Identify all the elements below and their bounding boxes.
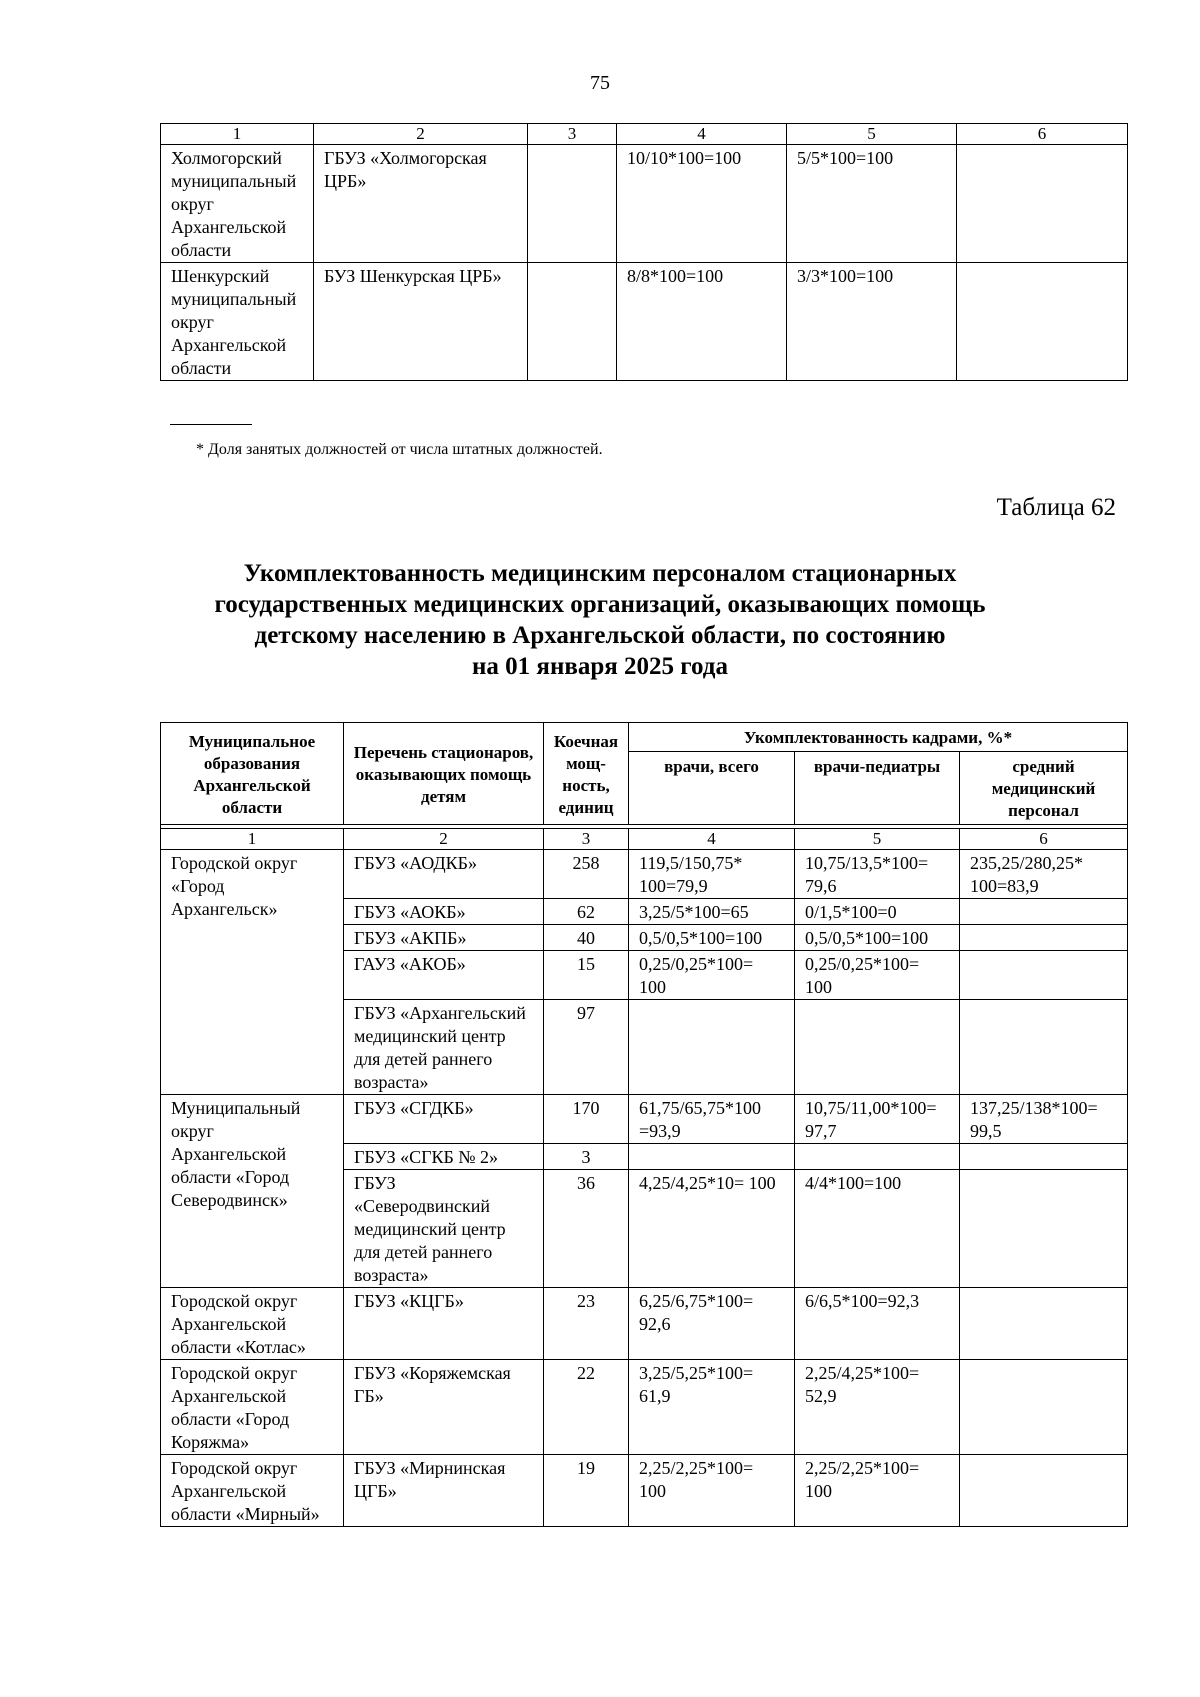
table-row	[161, 263, 1128, 381]
doctors-cell: 0,25/0,25*100= 100	[629, 951, 795, 1000]
region-cell: Городской округ Архангельской области «Город Коряжма»	[161, 1360, 344, 1455]
region-cell: Городской округ Архангельской области «Мирный»	[161, 1455, 344, 1527]
nurses-cell: 235,25/280,25* 100=83,9	[960, 850, 1128, 899]
nurses-cell	[960, 1288, 1128, 1360]
table-row	[161, 1288, 1128, 1360]
column-number: 4	[629, 829, 795, 850]
beds-cell: 3	[544, 1144, 629, 1170]
header-nurses: средний медицинский персонал	[960, 752, 1128, 825]
doctors-cell	[629, 1000, 795, 1095]
org-cell: ГБУЗ «Северодвинский медицинский центр для детей раннего возраста»	[344, 1170, 544, 1288]
org-cell: ГБУЗ «АКПБ»	[344, 925, 544, 951]
beds-cell: 62	[544, 899, 629, 925]
doctors-cell	[629, 1144, 795, 1170]
pediatricians-cell: 4/4*100=100	[795, 1170, 960, 1288]
nurses-cell	[960, 899, 1128, 925]
region-cell: Муниципальный округ Архангельской области «Город Северодвинск»	[161, 1095, 344, 1288]
header-beds: Коечная мощ-ность, единиц	[544, 723, 629, 825]
org-cell: ГБУЗ «Холмогорская ЦРБ»	[314, 145, 528, 263]
beds-cell: 19	[544, 1455, 629, 1527]
column-number: 5	[787, 124, 957, 145]
staffing-table	[160, 722, 1128, 1527]
header-staffing: Укомплектованность кадрами, %*	[629, 723, 1128, 752]
doctors-cell: 8/8*100=100	[617, 263, 787, 381]
doctors-cell: 6,25/6,75*100= 92,6	[629, 1288, 795, 1360]
org-cell: ГБУЗ «СГДКБ»	[344, 1095, 544, 1144]
org-cell: ГБУЗ «СГКБ № 2»	[344, 1144, 544, 1170]
column-number: 1	[161, 124, 314, 145]
beds-cell: 97	[544, 1000, 629, 1095]
column-number: 4	[617, 124, 787, 145]
table-caption: Таблица 62	[996, 494, 1116, 521]
region-cell: Шенкурский муниципальный округ Архангельской области	[161, 263, 314, 381]
column-number: 6	[960, 829, 1128, 850]
table-title	[140, 558, 1060, 682]
title-line: Укомплектованность медицинским персоналом стационарных	[243, 560, 957, 587]
column-number: 6	[957, 124, 1128, 145]
column-number: 2	[344, 829, 544, 850]
nurses-cell: 137,25/138*100= 99,5	[960, 1095, 1128, 1144]
pediatricians-cell: 0,25/0,25*100= 100	[795, 951, 960, 1000]
footnote-divider	[170, 424, 252, 425]
org-cell: ГБУЗ «АОДКБ»	[344, 850, 544, 899]
nurses-cell	[960, 1455, 1128, 1527]
pediatricians-cell: 6/6,5*100=92,3	[795, 1288, 960, 1360]
pediatricians-cell: 2,25/2,25*100= 100	[795, 1455, 960, 1527]
column-number-row	[161, 829, 1128, 850]
org-cell: ГБУЗ «Коряжемская ГБ»	[344, 1360, 544, 1455]
nurses-cell	[957, 263, 1128, 381]
doctors-cell: 0,5/0,5*100=100	[629, 925, 795, 951]
beds-cell: 23	[544, 1288, 629, 1360]
beds-cell: 15	[544, 951, 629, 1000]
org-cell: ГБУЗ «Мирнинская ЦГБ»	[344, 1455, 544, 1527]
table-row	[161, 1360, 1128, 1455]
table-row	[161, 1095, 1128, 1144]
nurses-cell	[960, 1144, 1128, 1170]
beds-cell: 258	[544, 850, 629, 899]
org-cell: ГАУЗ «АКОБ»	[344, 951, 544, 1000]
org-cell: ГБУЗ «АОКБ»	[344, 899, 544, 925]
doctors-cell: 61,75/65,75*100 =93,9	[629, 1095, 795, 1144]
nurses-cell	[960, 1360, 1128, 1455]
beds-cell	[528, 145, 617, 263]
doctors-cell: 3,25/5*100=65	[629, 899, 795, 925]
pediatricians-cell: 0,5/0,5*100=100	[795, 925, 960, 951]
doctors-cell: 119,5/150,75* 100=79,9	[629, 850, 795, 899]
header-pediatricians: врачи-педиатры	[795, 752, 960, 825]
doctors-cell: 2,25/2,25*100= 100	[629, 1455, 795, 1527]
doctors-cell: 3,25/5,25*100= 61,9	[629, 1360, 795, 1455]
column-number: 2	[314, 124, 528, 145]
beds-cell: 170	[544, 1095, 629, 1144]
pediatricians-cell: 0/1,5*100=0	[795, 899, 960, 925]
header-row	[161, 723, 1128, 752]
column-number: 1	[161, 829, 344, 850]
footnote: * Доля занятых должностей от числа штатных должностей.	[196, 441, 603, 458]
page-number: 75	[590, 72, 610, 94]
table-row	[161, 145, 1128, 263]
beds-cell: 22	[544, 1360, 629, 1455]
column-number: 3	[544, 829, 629, 850]
nurses-cell	[960, 925, 1128, 951]
title-line: детскому населению в Архангельской области, по состоянию	[254, 622, 946, 649]
column-number: 3	[528, 124, 617, 145]
region-cell: Холмогорский муниципальный округ Архангельской области	[161, 145, 314, 263]
column-number: 5	[795, 829, 960, 850]
org-cell: БУЗ Шенкурская ЦРБ»	[314, 263, 528, 381]
region-cell: Городской округ «Город Архангельск»	[161, 850, 344, 1095]
pediatricians-cell: 5/5*100=100	[787, 145, 957, 263]
title-line: на 01 января 2025 года	[472, 653, 728, 680]
continuation-table	[160, 123, 1128, 381]
pediatricians-cell: 3/3*100=100	[787, 263, 957, 381]
pediatricians-cell: 10,75/13,5*100= 79,6	[795, 850, 960, 899]
header-region: Муниципальное образования Архангельской области	[161, 723, 344, 825]
column-number-row	[161, 124, 1128, 145]
beds-cell: 40	[544, 925, 629, 951]
pediatricians-cell: 10,75/11,00*100= 97,7	[795, 1095, 960, 1144]
beds-cell	[528, 263, 617, 381]
nurses-cell	[957, 145, 1128, 263]
beds-cell: 36	[544, 1170, 629, 1288]
nurses-cell	[960, 951, 1128, 1000]
table-row	[161, 850, 1128, 899]
region-cell: Городской округ Архангельской области «Котлас»	[161, 1288, 344, 1360]
title-line: государственных медицинских организаций, оказывающих помощь	[214, 591, 986, 618]
doctors-cell: 10/10*100=100	[617, 145, 787, 263]
nurses-cell	[960, 1000, 1128, 1095]
org-cell: ГБУЗ «КЦГБ»	[344, 1288, 544, 1360]
pediatricians-cell	[795, 1000, 960, 1095]
pediatricians-cell	[795, 1144, 960, 1170]
pediatricians-cell: 2,25/4,25*100= 52,9	[795, 1360, 960, 1455]
header-doctors: врачи, всего	[629, 752, 795, 825]
nurses-cell	[960, 1170, 1128, 1288]
header-org: Перечень стационаров, оказывающих помощь детям	[344, 723, 544, 825]
table-row	[161, 1455, 1128, 1527]
org-cell: ГБУЗ «Архангельский медицинский центр для детей раннего возраста»	[344, 1000, 544, 1095]
doctors-cell: 4,25/4,25*10= 100	[629, 1170, 795, 1288]
